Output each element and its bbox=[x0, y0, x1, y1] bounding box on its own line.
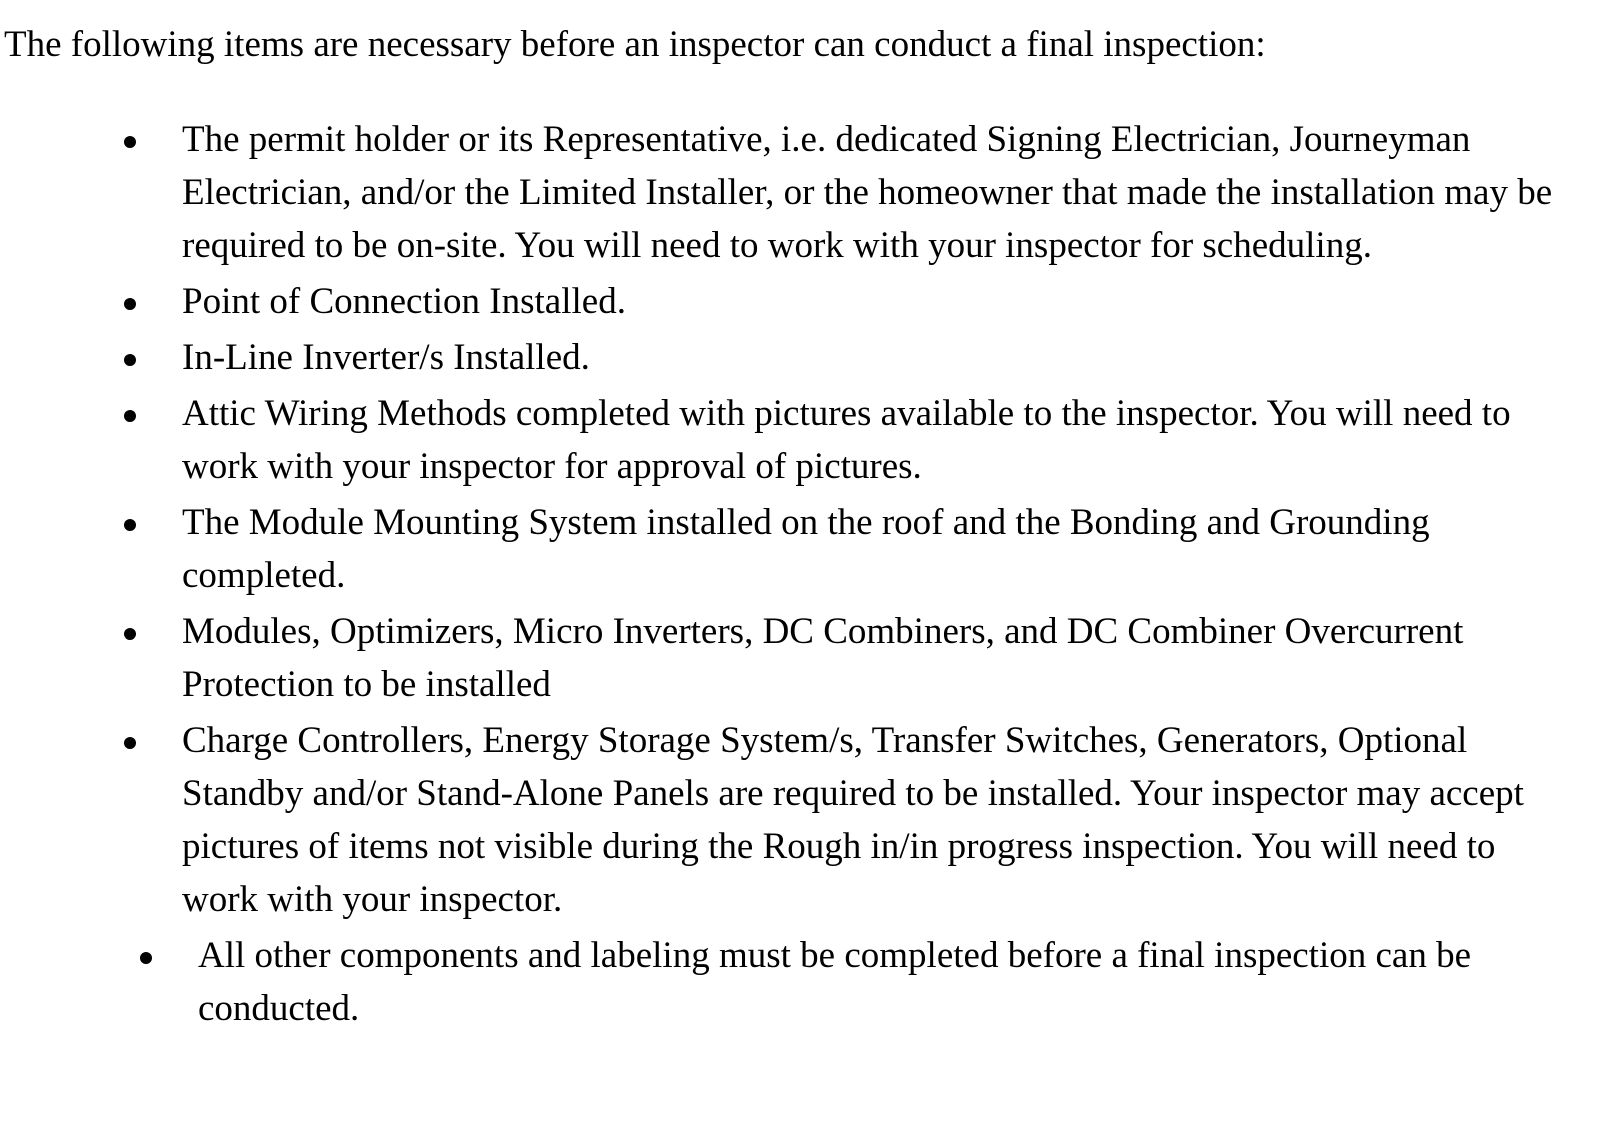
bullet-icon bbox=[124, 298, 136, 310]
bullet-icon bbox=[124, 410, 136, 422]
list-item-text: Charge Controllers, Energy Storage System/s, Transfer Switches, Generators, Optional Standby and/or Stand-Alone Panels are required to be installed. Your inspector may accept pictures of items not visible during the Rough in/in progress inspection. You will need to work with your inspector. bbox=[182, 720, 1524, 920]
list-item bbox=[0, 275, 1600, 328]
bullet-icon bbox=[124, 136, 136, 148]
list-item bbox=[0, 387, 1600, 493]
bullet-icon bbox=[140, 952, 152, 964]
list-item-text: Attic Wiring Methods completed with pictures available to the inspector. You will need to work with your inspector for approval of pictures. bbox=[182, 393, 1511, 487]
list-item-text: The Module Mounting System installed on the roof and the Bonding and Grounding completed. bbox=[182, 502, 1430, 596]
list-item-text: Point of Connection Installed. bbox=[182, 281, 626, 322]
list-item-text: In-Line Inverter/s Installed. bbox=[182, 337, 590, 378]
list-item-text: Modules, Optimizers, Micro Inverters, DC Combiners, and DC Combiner Overcurrent Protection to be installed bbox=[182, 611, 1464, 705]
list-item bbox=[0, 496, 1600, 602]
bullet-icon bbox=[124, 737, 136, 749]
intro-paragraph: The following items are necessary before an inspector can conduct a final inspection: bbox=[4, 24, 1266, 65]
requirements-list bbox=[0, 113, 1600, 1038]
list-item-text: The permit holder or its Representative, i.e. dedicated Signing Electrician, Journeyman Electrician, and/or the Limited Installer, or the homeowner that made the installation may be required to be on-site. You will need to work with your inspector for scheduling. bbox=[182, 119, 1553, 266]
list-item bbox=[0, 113, 1600, 272]
list-item bbox=[0, 331, 1600, 384]
list-item bbox=[0, 714, 1600, 926]
bullet-icon bbox=[124, 354, 136, 366]
list-item-text: All other components and labeling must be completed before a final inspection can be conducted. bbox=[198, 935, 1472, 1029]
list-item bbox=[0, 929, 1600, 1035]
bullet-icon bbox=[124, 519, 136, 531]
list-item bbox=[0, 605, 1600, 711]
bullet-icon bbox=[124, 628, 136, 640]
